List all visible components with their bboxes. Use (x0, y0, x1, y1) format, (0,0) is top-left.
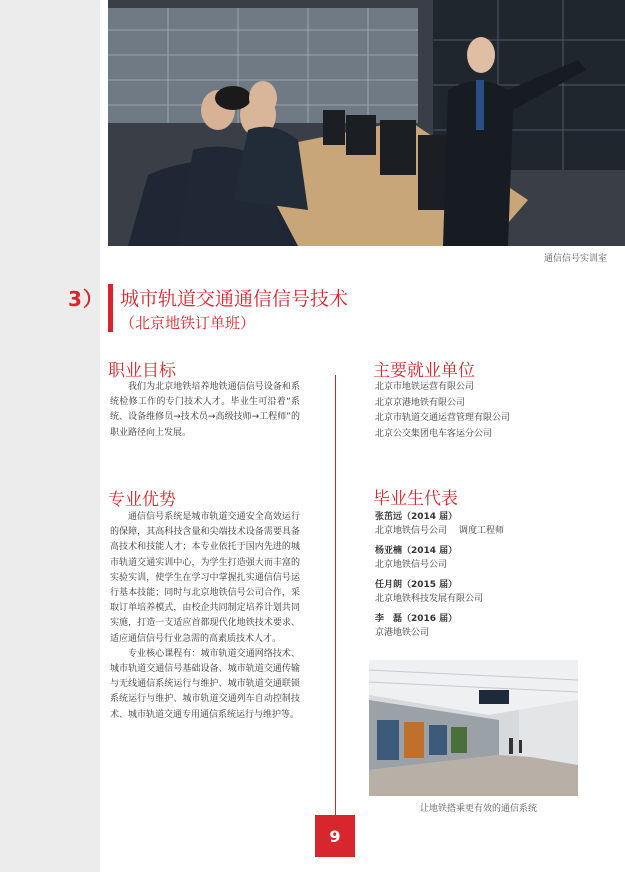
alumni-role: 调度工程师 (459, 526, 505, 536)
section-subtitle: （北京地铁订单班） (120, 314, 256, 332)
advantage-heading: 专业优势 (108, 490, 176, 510)
subway-platform-photo (369, 660, 578, 796)
alumni-name: 李 磊（2016 届） (375, 614, 458, 624)
alumni-list (375, 510, 504, 646)
column-divider (335, 375, 336, 820)
top-photo-caption: 通信信号实训室 (543, 254, 607, 264)
employer-item: 北京市地铁运营有限公司 (375, 382, 475, 392)
career-goal-text (110, 380, 300, 441)
section-number: 3） (68, 287, 104, 311)
employers-heading: 主要就业单位 (373, 361, 475, 381)
alumni-heading: 毕业生代表 (373, 489, 458, 509)
bottom-photo-caption: 让地铁搭乘更有效的通信系统 (420, 804, 538, 814)
alumni-name: 张茁远（2014 届） (375, 512, 458, 522)
employer-item: 北京市轨道交通运营管理有限公司 (375, 413, 511, 423)
side-strip (0, 0, 100, 872)
career-goal-heading: 职业目标 (108, 361, 176, 381)
section-title: 城市轨道交通通信信号技术 (120, 288, 349, 310)
alumni-org: 北京地铁信号公司 (375, 526, 448, 536)
career-goal-paragraph: 我们为北京地铁培养地铁通信信号设备和系统检修工作的专门技术人才。毕业生可沿着“系统、设备维修员→技术员→高级技师→工程师”的职业路径向上发展。 (110, 382, 300, 438)
employers-list (375, 380, 510, 442)
training-room-photo (108, 0, 625, 246)
alumni-org: 京港地铁公司 (375, 628, 430, 638)
employer-item: 北京公交集团电车客运分公司 (375, 428, 493, 439)
advantage-text (110, 510, 300, 723)
alumni-org: 北京地铁科技发展有限公司 (375, 594, 484, 604)
page-number: 9 (315, 815, 355, 857)
alumni-name: 杨亚楠（2014 届） (375, 546, 458, 556)
alumni-org-row (375, 524, 504, 538)
advantage-paragraph-2: 专业核心课程有：城市轨道交通网络技术、城市轨道交通信号基础设备、城市轨道交通传输与无线通信系统运行与维护、城市轨道交通联锁系统运行与维护、城市轨道交通列车自动控制技术、城市轨道交通专用通信系统运行与维护等。 (110, 648, 300, 720)
section-accent-bar (108, 284, 113, 332)
employer-item: 北京京港地铁有限公司 (375, 397, 466, 408)
alumni-org: 北京地铁信号公司 (375, 560, 448, 570)
alumni-name: 任月朗（2015 届） (375, 580, 458, 590)
advantage-paragraph-1: 通信信号系统是城市轨道交通安全高效运行的保障，其高科技含量和尖端技术设备需要具备高技术和技能人才；本专业依托于国内先进的城市轨道交通实训中心，为学生打造强大而丰富的实验实训，使学生在学习中掌握扎实通信信号运行基本技能；同时与北京地铁信号公司合作，采取订单培养模式，由校企共同制定培养计划共同实施，打造一支适应首都现代化地铁技术要求、适应通信信号行业急需的高素质技术人才。 (110, 512, 300, 644)
